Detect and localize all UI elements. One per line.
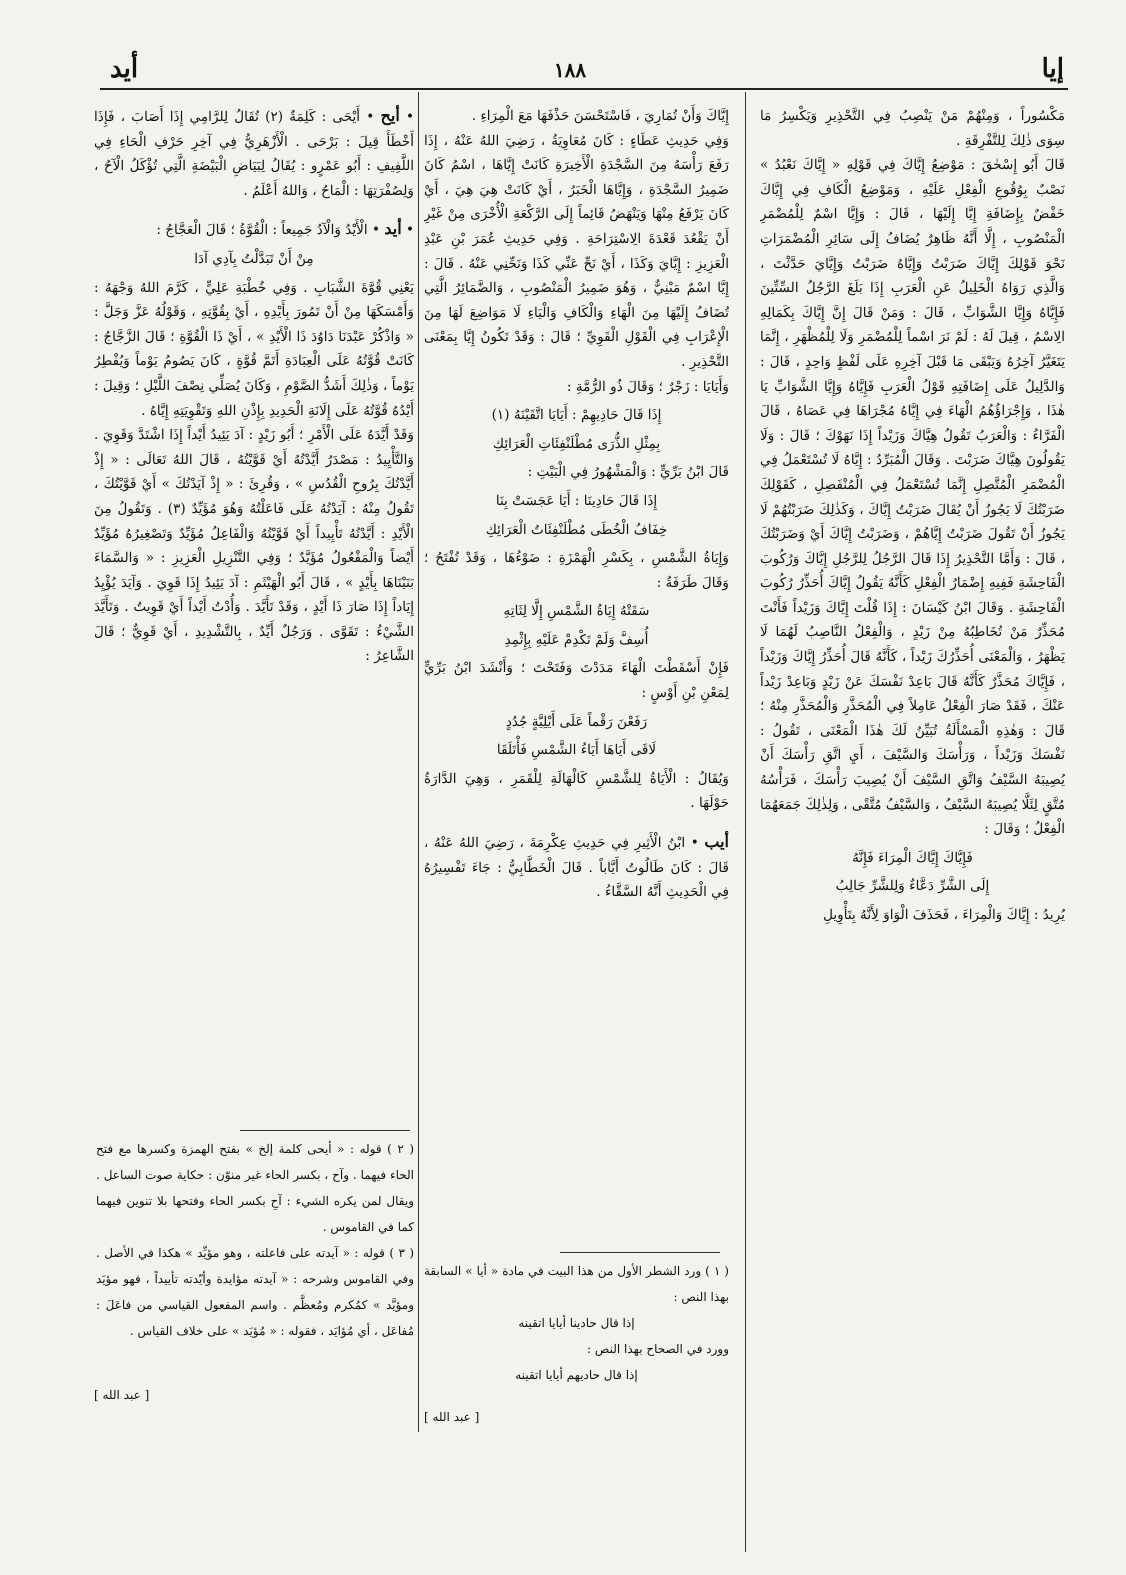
- paragraph: وَقَدْ أَيَّدَهُ عَلَى الْأَمْرِ ؛ أَبُو زَيْدٍ : آدَ يَئِيدُ أَيْداً إِذَا اشْتَدَّ وَقَوِيَ . وَالتَّأْيِيدُ : مَصْدَرُ أَيَّدْتُهُ أَيْ قَوَّيْتُهُ ، قَالَ اللهُ تَعَالَى : « إِذْ أَيَّدْتُكَ بِرُوحِ الْقُدُسِ » ، وَقُرِئَ : « إِذْ آيَدْتُكَ » أَيْ قَوَّيْتُكَ ، تَقُولُ مِنْهُ : آيَدْتُهُ عَلَى فَاعَلْتُهُ وَهُوَ مُؤَيِّدٌ (٣) . وَتَقُولُ مِنَ الْأَيْدِ : أَيَّدْتُهُ تَأْيِيداً أَيْ قَوَّيْتُهُ وَالْفَاعِلُ مُؤَيِّدٌ وَتَصْغِيرُهُ مُؤَيِّدٌ أَيْضاً وَالْمَفْعُولُ مُؤَيَّدٌ ؛ وَفِي التَّنْزِيلِ الْعَزِيزِ : « وَالسَّمَاءَ بَنَيْنَاهَا بِأَيْدٍ » ، قَالَ أَبُو الْهَيْثَمِ : آدَ يَئِيدُ إِذَا قَوِيَ . وَآيَدَ يُؤْيِدُ إِيَاداً إِذَا صَارَ ذَا أَيْدٍ ، وَقَدْ تَأَيَّدَ . وَأُدْتُ أَيْداً أَيْ قَوِيتُ . وَتَأَيَّدَ الشَّيْءُ : تَقَوَّى . وَرَجُلٌ أَيِّدٌ ، بِالتَّشْدِيدِ ، أَيْ قَوِيٌّ ؛ قَالَ الشَّاعِرُ :: [94, 427, 414, 665]
- footnote: ( ١ ) ورد الشطر الأول من هذا البيت في مادة « أيا » السابقة بهذا النص :: [424, 1264, 729, 1304]
- paragraph: قَالَ أَبُو إِسْحٰقَ : مَوْضِعُ إِيَّاكَ فِي قَوْلِهِ « إِيَّاكَ نَعْبُدُ » نَصْبٌ بِوُقُوعِ الْفِعْلِ عَلَيْهِ ، وَمَوْضِعُ الْكَافِ فِي إِيَّاكَ خَفْضٌ بِإِضَافَةِ إِيَّا إِلَيْهَا ، قَالَ : وَإِيَّا اسْمٌ لِلْمُضْمَرِ الْمَنْصُوبِ ، إِلَّا أَنَّهُ ظَاهِرٌ يُضَافُ إِلَى سَائِرِ الْمُضْمَرَاتِ نَحْوَ قَوْلِكَ إِيَّاكَ ضَرَبْتُ وَإِيَّاهُ ضَرَبْتُ وَإِيَّايَ حَدَّثْتَ ، وَالَّذِي رَوَاهُ الْخَلِيلُ عَنِ الْعَرَبِ إِذَا بَلَغَ الرَّجُلُ السِّتِّينَ فَإِيَّاهُ وَإِيَّا الشَّوَابِّ ، قَالَ : وَمَنْ قَالَ إِنَّ إِيَّاكَ بِكَمَالِهِ الِاسْمُ ، قِيلَ لَهُ : لَمْ نَرَ اسْماً لِلْمُضْمَرِ وَلَا لِلْمُظْهَرِ ، إِنَّمَا يَتَغَيَّرُ آخِرُهُ وَيَبْقَى مَا قَبْلَ آخِرِهِ عَلَى لَفْظٍ وَاحِدٍ ، قَالَ : وَالدَّلِيلُ عَلَى إِضَافَتِهِ قَوْلُ الْعَرَبِ فَإِيَّاهُ وَإِيَّا الشَّوَابِّ يَا هٰذَا ، وَإِجْرَاؤُهُمُ الْهَاءَ فِي إِيَّاهُ مُجْرَاهَا فِي عَصَاهُ ، قَالَ الْفَرَّاءُ : وَالْعَرَبُ تَقُولُ هِيَّاكَ وَزَيْداً إِذَا نَهَوْكَ ؛ قَالَ : وَلَا يَقُولُونَ هِيَّاكَ ضَرَبْتَ . وَقَالَ الْمُبَرِّدُ : إِيَّاهُ لَا تُسْتَعْمَلُ فِي الْمُضْمَرِ الْمُتَّصِلِ إِنَّمَا تُسْتَعْمَلُ فِي الْمُنْفَصِلِ ، كَقَوْلِكَ ضَرَبْتُكَ لَا يَجُوزُ أَنْ يُقَالَ ضَرَبْتُ إِيَّاكَ ، وَكَذٰلِكَ ضَرَبْتُهُمْ لَا يَجُوزُ أَنْ تَقُولَ ضَرَبْتُ إِيَّاهُمْ ، وَضَرَبْتُ إِيَّاكَ أَيْ وَضَرَبْتُكَ ، قَالَ : وَأَمَّا التَّحْذِيرُ إِذَا قَالَ الرَّجُلُ لِلرَّجُلِ إِيَّاكَ وَرُكُوبَ الْفَاحِشَةِ فَفِيهِ إِضْمَارُ الْفِعْلِ كَأَنَّهُ يَقُولُ إِيَّاكَ أُحَذِّرُ رُكُوبَ الْفَاحِشَةِ . وَقَالَ ابْنُ كَيْسَانَ : إِذَا قُلْتَ إِيَّاكَ وَزَيْداً فَأَنْتَ مُحَذِّرٌ مَنْ تُخَاطِبُهُ مِنْ زَيْدٍ ، وَالْفِعْلُ النَّاصِبُ لَهُمَا لَا يَظْهَرُ ، وَالْمَعْنَى أُحَذِّرُكَ زَيْداً ، كَأَنَّهُ قَالَ أُحَذِّرُ إِيَّاكَ وَزَيْداً ، فَإِيَّاكَ مُحَذَّرٌ كَأَنَّهُ قَالَ بَاعِدْ نَفْسَكَ عَنْ زَيْدٍ وَبَاعِدْ زَيْداً عَنْكَ ، فَقَدْ صَارَ الْفِعْلُ عَامِلاً فِي الْمُحَذَّرِ وَالْمُحَذَّرِ مِنْهُ ؛ قَالَ : وَهٰذِهِ الْمَسْأَلَةُ تُبَيِّنُ لَكَ هٰذَا الْمَعْنَى ، تَقُولُ : نَفْسَكَ وَزَيْداً ، وَرَأْسَكَ وَالسَّيْفَ ، أَيِ اتَّقِ رَأْسَكَ أَنْ يُصِيبَهُ السَّيْفُ وَاتَّقِ السَّيْفَ أَنْ يُصِيبَ رَأْسَكَ ، فَرَأْسُهُ مُتَّقٍ لِئَلَّا يُصِيبَهُ السَّيْفُ ، وَالسَّيْفُ مُتَّقًى ، وَلِذٰلِكَ جَمَعَهُمَا الْفِعْلُ ؛ وَقَالَ :: [760, 157, 1065, 838]
- verse-line: إِذَا قَالَ حَادِينَا : أَيَا عَجَسَتْ بِنَا: [495, 492, 658, 509]
- column-left: [94, 104, 414, 1124]
- paragraph: وَفِي حَدِيثِ عَطَاءٍ : كَانَ مُعَاوِيَةُ ، رَضِيَ اللهُ عَنْهُ ، إِذَا رَفَعَ رَأْسَهُ مِنَ السَّجْدَةِ الْأَخِيرَةِ كَانَتْ إِيَّاهَا ، اسْمُ كَانَ ضَمِيرُ السَّجْدَةِ ، وَإِيَّاهَا الْخَبَرُ ، أَيْ كَانَتْ هِيَ هِيَ ، أَيْ كَانَ يَرْفَعُ مِنْهَا وَيَنْهَضُ قَائِماً إِلَى الرَّكْعَةِ الْأُخْرَى مِنْ غَيْرِ أَنْ يَقْعُدَ قَعْدَةَ الِاسْتِرَاحَةِ . وَفِي حَدِيثِ عُمَرَ بْنِ عَبْدِ الْعَزِيزِ : إِيَّايَ وَكَذَا ، أَيْ نَحِّ عَنِّي كَذَا وَنَحِّنِي عَنْهُ . قَالَ : إِيَّا اسْمٌ مَبْنِيٌّ ، وَهُوَ ضَمِيرُ الْمَنْصُوبِ ، وَالضَّمَائِرُ الَّتِي تُضَافُ إِلَيْهَا مِنَ الْهَاءِ وَالْكَافِ وَالْيَاءِ لَا مَوَاضِعَ لَهَا مِنَ الْإِعْرَابِ فِي الْقَوْلِ الْقَوِيِّ ؛ قَالَ : وَقَدْ تَكُونُ إِيَّا بِمَعْنَى التَّحْذِيرِ .: [424, 132, 729, 370]
- verse-line: إِذَا قَالَ حَادِيهِمْ : أَيَايَا اتَّقَيْنَهُ (١): [491, 407, 662, 424]
- header-right-word: إيا: [1041, 54, 1064, 84]
- entry-paragraph: أيب • ابْنُ الْأَثِيرِ فِي حَدِيثِ عِكْرِمَةَ ، رَضِيَ اللهُ عَنْهُ ، قَالَ : كَانَ طَالُوتُ أَيَّاباً . قَالَ الْخَطَّابِيُّ : جَاءَ تَفْسِيرُهُ فِي الْحَدِيثِ أَنَّهُ السَّقَّاءُ .: [424, 832, 729, 901]
- paragraph: يَعْنِي قُوَّةَ الشَّبَابِ . وَفِي خُطْبَةِ عَلِيٍّ ، كَرَّمَ اللهُ وَجْهَهُ : وَأَمْسَكَهَا مِنْ أَنْ تَمُورَ بِأَيْدِهِ ، أَيْ بِقُوَّتِهِ ، وَقَوْلُهُ عَزَّ وَجَلَّ : « وَاذْكُرْ عَبْدَنَا دَاوُدَ ذَا الْأَيْدِ » ، أَيْ ذَا الْقُوَّةِ ؛ قَالَ الزَّجَّاجُ : كَانَتْ قُوَّتُهُ عَلَى الْعِبَادَةِ أَتَمَّ قُوَّةٍ ، كَانَ يَصُومُ يَوْماً وَيُفْطِرُ يَوْماً ، وَذٰلِكَ أَشَدُّ الصَّوْمِ ، وَكَانَ يُصَلِّي نِصْفَ اللَّيْلِ ؛ وَقِيلَ : أَيْدُهُ قُوَّتُهُ عَلَى إِلَانَةِ الْحَدِيدِ بِإِذْنِ اللهِ وَتَقْوِيَتِهِ إِيَّاهُ .: [94, 279, 414, 419]
- footnotes-middle: [424, 1258, 729, 1388]
- verse-line: سَقَتْهُ إِيَاةُ الشَّمْسِ إِلَّا لِثَاتِهِ: [503, 603, 650, 620]
- paragraph: مَكْسُوراً ، وَمِنْهُمْ مَنْ يَنْصِبُ فِي التَّحْذِيرِ وَيَكْسِرُ مَا سِوَى ذٰلِكَ لِلتَّفْرِقَةِ .: [760, 108, 1065, 149]
- footnote: ( ٢ ) قوله : « أيحى كلمة إلخ » بفتح الهمزة وكسرها مع فتح الحاء فيهما . وآح ، بكسر الحاء غير منوّن : حكاية صوت الساعل . ويقال لمن يكره الشيء : آحِ بكسر الحاء وفتحها بلا تنوين فيهما كما في القاموس .: [96, 1142, 415, 1234]
- column-separator-right: [745, 92, 746, 1552]
- page-number: ١٨٨: [553, 58, 587, 82]
- entry-text: الْأَيْدُ وَالْآدُ جَمِيعاً : الْقُوَّةُ ؛ قَالَ الْعَجَّاجُ :: [156, 222, 368, 239]
- entry-paragraph: • أيح • أَيْحَى : كَلِمَةٌ (٢) تُقَالُ لِلرَّامِي إِذَا أَصَابَ ، فَإِذَا أَخْطَأَ قِيلَ : بَرْحَى . الْأَزْهَرِيُّ فِي آخِرِ حَرْفِ الْحَاءِ فِي اللَّفِيفِ : أَبُو عَمْرٍو : يُقَالُ لِبَيَاضِ الْبَيْضَةِ الَّتِي تُؤْكَلُ الْآحُ ، وَلِصُفْرَتِهَا : الْمَاحُ ، وَاللهُ أَعْلَمُ .: [94, 106, 414, 199]
- column-right: [760, 104, 1065, 1544]
- column-middle: [424, 104, 729, 1204]
- column-separator-left: [418, 92, 419, 1432]
- footnote: وورد في الصحاح بهذا النص :: [587, 1342, 729, 1356]
- paragraph: وَأَيَايَا : زَجْرٌ ؛ وَقَالَ ذُو الرُّمَّةِ :: [566, 378, 729, 395]
- verse-line: لَاقَى أَيَاهَا أَيَاءُ الشَّمْسِ فَأْتَلَقَا: [496, 742, 657, 759]
- entry-head-word: أيد: [384, 219, 402, 239]
- header-left-word: أيد: [110, 54, 139, 84]
- verse-line: مِنْ أَنْ تَبَدَّلْتُ بِآدِي آدَا: [194, 250, 314, 267]
- paragraph: وَيُقَالُ : الْأَيَاةُ لِلشَّمْسِ كَالْهَالَةِ لِلْقَمَرِ ، وَهِيَ الدَّارَةُ حَوْلَهَا .: [424, 770, 729, 812]
- paragraph: إِيَّاكَ وَأَنْ تُمَارِيَ ، فَاسْتَحْسَنَ حَذْفَهَا مَعَ الْمِرَاءِ .: [471, 108, 729, 124]
- footnote-signer: [ عبد الله ]: [424, 1410, 480, 1424]
- paragraph: قَالَ ابْنُ بَرِّيٍّ : وَالْمَشْهُورُ فِي الْبَيْتِ :: [527, 464, 729, 481]
- entry-head-word: أيب: [704, 832, 729, 852]
- footnote-verse: إذا قال حاديهم أيايا اتقينه: [515, 1368, 638, 1382]
- footnote-signer: [ عبد الله ]: [94, 1388, 150, 1402]
- verse-line: رَفَعْنَ رَقْماً عَلَى أَيْلِيَّةٍ جُدُدٍ: [505, 713, 648, 730]
- header-rule: [100, 88, 1068, 90]
- entry-text: أَيْحَى : كَلِمَةٌ (٢) تُقَالُ لِلرَّامِي إِذَا أَصَابَ ، فَإِذَا أَخْطَأَ قِيلَ : بَرْحَى . الْأَزْهَرِيُّ فِي آخِرِ حَرْفِ الْحَاءِ فِي اللَّفِيفِ : أَبُو عَمْرٍو : يُقَالُ لِبَيَاضِ الْبَيْضَةِ الَّتِي تُؤْكَلُ الْآحُ ، وَلِصُفْرَتِهَا : الْمَاحُ ، وَاللهُ أَعْلَمُ .: [94, 109, 414, 199]
- verse-line: فَإِيَّاكَ إِيَّاكَ الْمِرَاءَ فَإِنَّهُ: [852, 849, 973, 866]
- footnote-rule: [240, 1130, 410, 1131]
- footnote: ( ٣ ) قوله : « آيدته على فاعلته ، وهو مؤيِّد » هكذا في الأصل . وفي القاموس وشرحه : « آيدته مؤايدة وأيّدته تأييداً ، فهو مؤيَد ومؤيَّد » كمُكرم ومُعظَّم . واسم المفعول القياسي من فاعَلَ : مُفاعَل ، أي مُؤايَد ، فقوله : « مُؤيَد » على خلاف القياس .: [96, 1246, 415, 1338]
- paragraph: يُرِيدُ : إِيَّاكَ وَالْمِرَاءَ ، فَحَذَفَ الْوَاوَ لِأَنَّهُ بِتَأْوِيلِ: [823, 907, 1065, 923]
- footnote-rule: [560, 1252, 720, 1253]
- verse-line: إِلَى الشَّرِّ دَعَّاءٌ وَلِلشَّرِّ جَالِبُ: [835, 878, 990, 895]
- verse-line: خِفَافُ الْخُطَى مُطْلَنْفِئَاتُ الْعَرَائِكِ: [485, 521, 668, 538]
- entry-head-word: أيح: [380, 106, 400, 125]
- paragraph: وَإِيَاةُ الشَّمْسِ ، بِكَسْرِ الْهَمْزَةِ : ضَوْءُهَا ، وَقَدْ تُفْتَحُ ؛ وَقَالَ طَرَفَةُ :: [424, 550, 729, 591]
- verse-line: أُسِفَّ وَلَمْ تَكْدِمْ عَلَيْهِ بِإِثْمِدِ: [504, 631, 649, 648]
- verse-line: بِمِثْلِ الذُّرَى مُطْلَنْفِئَاتِ الْعَرَائِكِ: [492, 435, 661, 452]
- footnote-verse: إذا قال حادينا أيايا اتقينه: [518, 1316, 635, 1330]
- entry-paragraph: • أيد • الْأَيْدُ وَالْآدُ جَمِيعاً : الْقُوَّةُ ؛ قَالَ الْعَجَّاجُ :: [156, 219, 414, 239]
- footnotes-left: [96, 1136, 414, 1344]
- paragraph: فَإِنْ أَسْقَطْتَ الْهَاءَ مَدَدْتَ وَفَتَحْتَ ؛ وَأَنْشَدَ ابْنُ بَرِّيٍّ لِمَعْنِ بْنِ أَوْسٍ :: [424, 660, 729, 702]
- entry-text: ابْنُ الْأَثِيرِ فِي حَدِيثِ عِكْرِمَةَ ، رَضِيَ اللهُ عَنْهُ ، قَالَ : كَانَ طَالُوتُ أَيَّاباً . قَالَ الْخَطَّابِيُّ : جَاءَ تَفْسِيرُهُ فِي الْحَدِيثِ أَنَّهُ السَّقَّاءُ .: [424, 835, 729, 901]
